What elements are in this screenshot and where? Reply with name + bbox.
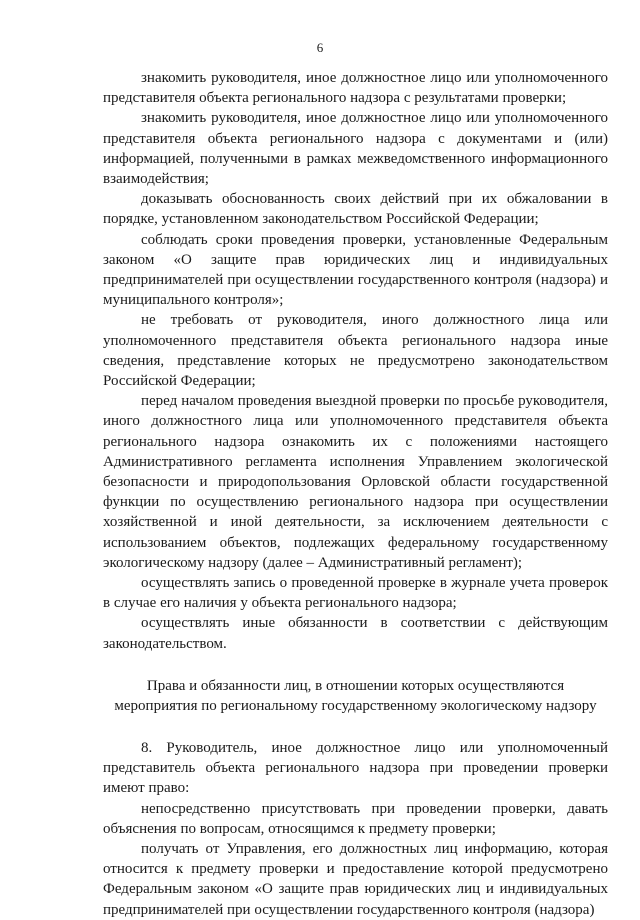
paragraph-results-familiarization: знакомить руководителя, иное должностное лицо или уполномоченного представителя объекта регионального надзора с результатами проверки; — [103, 70, 608, 107]
paragraph-documents-familiarization: знакомить руководителя, иное должностное лицо или уполномоченного представителя объекта регионального надзора с документами и (или) информацией, полученными в рамках межведомственного информационного взаимодействия; — [103, 110, 608, 188]
paragraph-right-to-attend: непосредственно присутствовать при проведении проверки, давать объяснения по вопросам, относящимся к предмету проверки; — [103, 800, 608, 837]
page-number: 6 — [316, 40, 324, 55]
section-heading — [103, 676, 608, 716]
document-body — [103, 68, 608, 920]
paragraph-observe-deadlines: соблюдать сроки проведения проверки, установленные Федеральным законом «О защите прав юридических лиц и индивидуальных предпринимателей при осуществлении государственного контроля (надзора) и муниципального контроля»; — [103, 231, 608, 309]
paragraph-item-8: 8. Руководитель, иное должностное лицо или уполномоченный представитель объекта регионального надзора при проведении проверки имеют право: — [103, 739, 608, 797]
paragraph-journal-record: осуществлять запись о проведенной проверке в журнале учета проверок в случае его наличия у объекта регионального надзора; — [103, 575, 608, 612]
paragraph-no-extra-demands: не требовать от руководителя, иного должностного лица или уполномоченного представителя объекта регионального надзора иные сведения, представление которых не предусмотрено законодательством Российской Федерации; — [103, 312, 608, 390]
section-heading-line-1: Права и обязанности лиц, в отношении которых осуществляются — [146, 677, 565, 694]
paragraph-prove-justification: доказывать обоснованность своих действий при их обжаловании в порядке, установленном законодательством Российской Федерации; — [103, 191, 608, 228]
section-heading-line-2: мероприятия по региональному государственному экологическому надзору — [114, 697, 597, 714]
paragraph-right-to-information: получать от Управления, его должностных лиц информацию, которая относится к предмету проверки и предоставление которой предусмотрено Федеральным законом «О защите прав юридических лиц и индивидуальных предпринимателей при осуществлении государственного контроля (надзора) — [103, 840, 608, 918]
paragraph-other-duties: осуществлять иные обязанности в соответствии с действующим законодательством. — [103, 615, 608, 652]
paragraph-regulation-familiarization: перед началом проведения выездной проверки по просьбе руководителя, иного должностного лица или уполномоченного представителя объекта регионального надзора ознакомить их с положениями настоящего Административного регламента исполнения Управлением экологической безопасности и природопользования Орловской области государственной функции по осуществлению регионального надзора при осуществлении хозяйственной и иной деятельности, за исключением деятельности с использованием объектов, подлежащих федеральному государственному экологическому надзору (далее – Административный регламент); — [103, 393, 608, 571]
